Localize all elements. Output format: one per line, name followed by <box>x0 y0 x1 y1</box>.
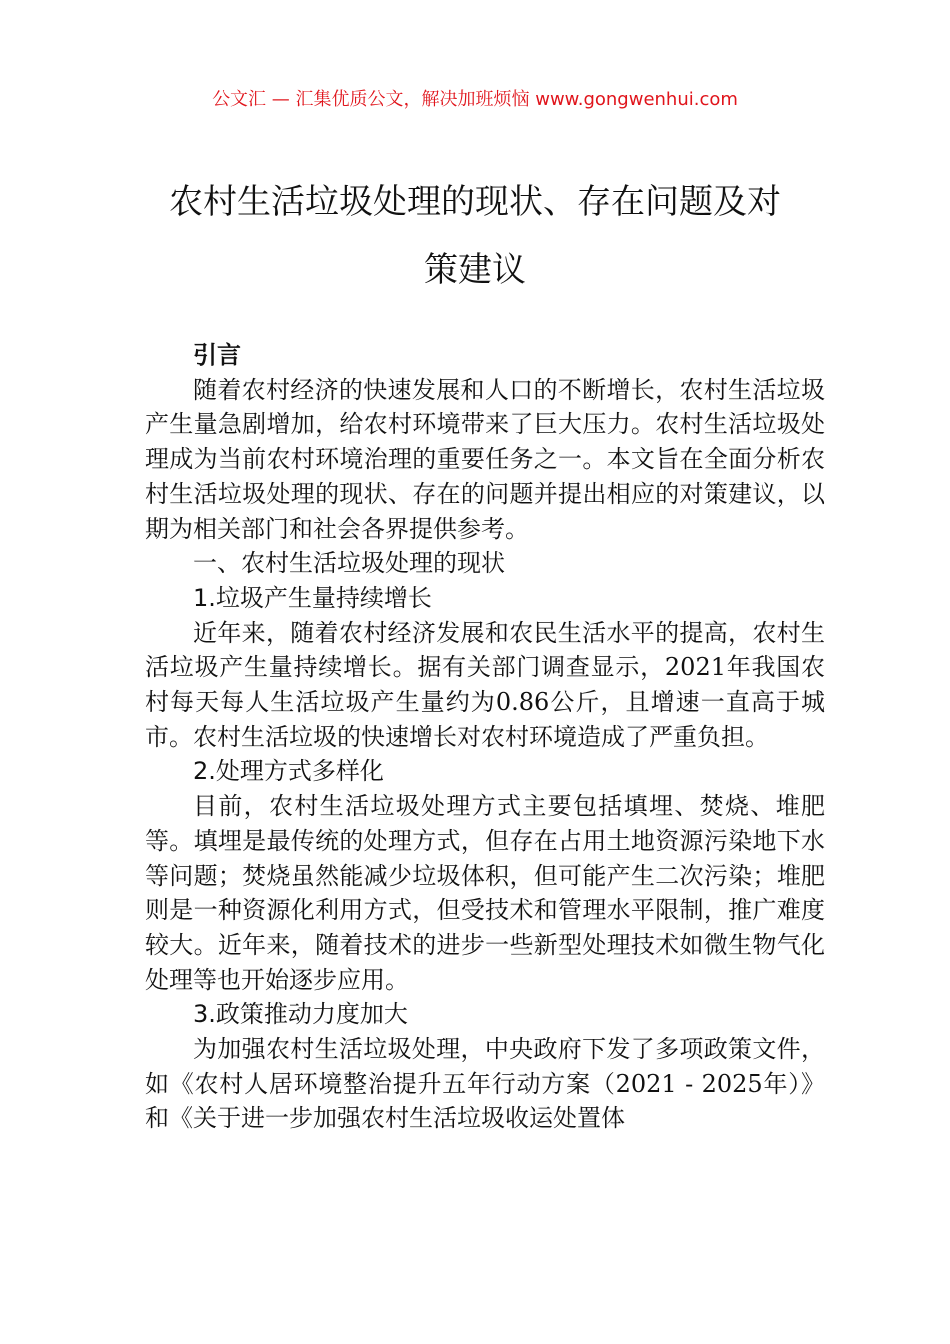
intro-heading: 引言 <box>193 341 241 369</box>
page-title-line-2: 策建议 <box>424 250 526 290</box>
intro-paragraph: 随着农村经济的快速发展和人口的不断增长，农村生活垃圾产生量急剧增加，给农村环境带来了巨大压力。农村生活垃圾处理成为当前农村环境治理的重要任务之一。本文旨在全面分析农村生活垃圾处理的现状、存在的问题并提出相应的对策建议，以期为相关部门和社会各界提供参考。 <box>145 375 825 543</box>
subsection-1-paragraph <box>145 616 825 755</box>
subsection-3-heading: 3.政策推动力度加大 <box>193 1000 408 1029</box>
subsection-2-paragraph: 目前，农村生活垃圾处理方式主要包括填埋、焚烧、堆肥等。填埋是最传统的处理方式，但存在占用土地资源污染地下水等问题；焚烧虽然能减少垃圾体积，但可能产生二次污染；堆肥则是一种资源化利用方式，但受技术和管理水平限制，推广难度较大。近年来，随着技术的进步一些新型处理技术如微生物气化处理等也开始逐步应用。 <box>145 792 825 994</box>
sub3-year-range: 2021 - 2025 <box>615 1069 763 1098</box>
site-banner: 公文汇 — 汇集优质公文，解决加班烦恼 www.gongwenhui.com <box>212 89 738 110</box>
section-1-heading: 一、农村生活垃圾处理的现状 <box>193 549 505 578</box>
page-title-line-1: 农村生活垃圾处理的现状、存在问题及对 <box>169 182 781 222</box>
sub1-text-b: 年我国农村每天每人生活垃圾产生量约为 <box>145 653 826 717</box>
document-body <box>145 338 825 1136</box>
sub1-year: 2021 <box>664 653 726 682</box>
subsection-3-paragraph <box>145 1032 825 1136</box>
subsection-1-heading: 1.垃圾产生量持续增长 <box>193 583 432 612</box>
sub3-text-a: 为加强农村生活垃圾处理，中央政府下发了多项政策文件，如《农村人居环境整治提升五年行动方案（ <box>145 1035 825 1098</box>
sub3-text-b: 年）》和《关于进一步加强农村生活垃圾收运处置体 <box>145 1069 825 1133</box>
subsection-2-heading: 2.处理方式多样化 <box>193 757 384 786</box>
sub1-value: 0.86 <box>495 688 550 717</box>
sub1-text-a: 近年来，随着农村经济发展和农民生活水平的提高，农村生活垃圾产生量持续增长。据有关部门调查显示， <box>145 618 825 682</box>
sub1-text-c: 公斤，且增速一直高于城市。农村生活垃圾的快速增长对农村环境造成了严重负担。 <box>145 688 825 751</box>
